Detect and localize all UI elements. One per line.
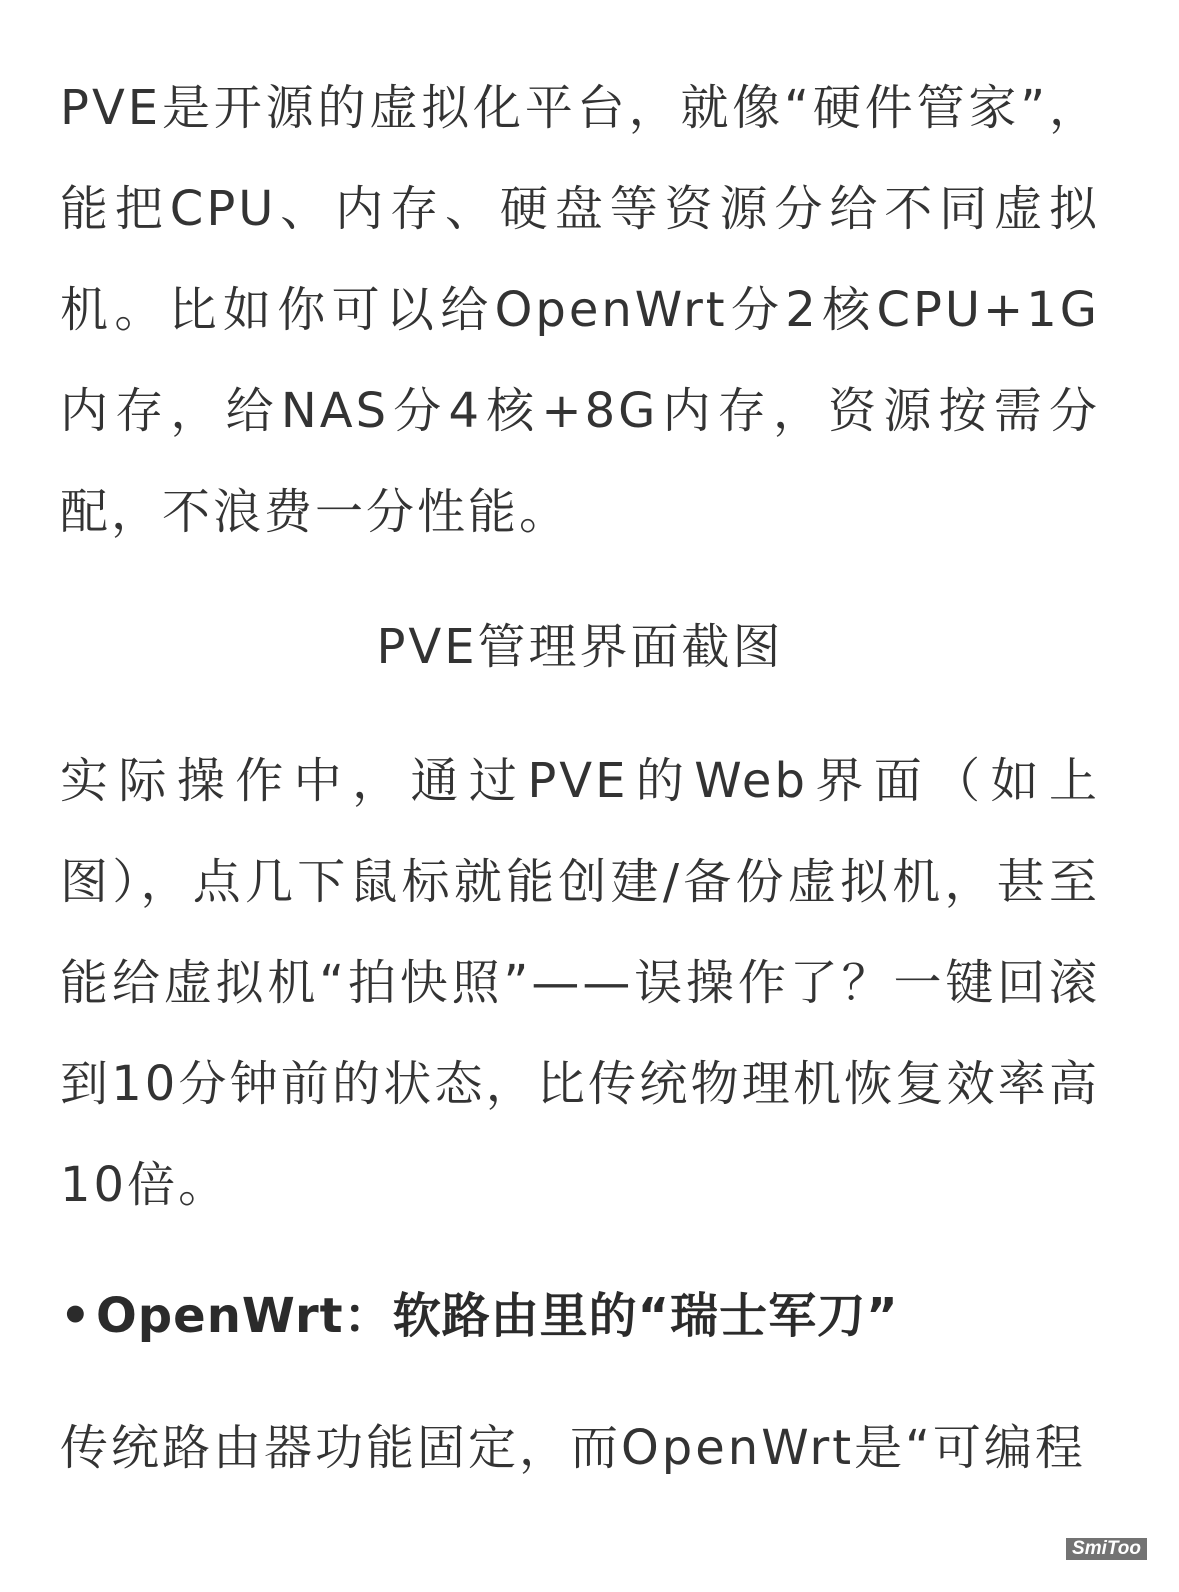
paragraph-pve-usage: 实际操作中，通过PVE的Web界面（如上图），点几下鼠标就能创建/备份虚拟机，甚至能给虚拟机“拍快照”——误操作了？一键回滚到10分钟前的状态，比传统物理机恢复效率高10倍。 — [60, 753, 1100, 1213]
section-heading-openwrt — [60, 1266, 1100, 1367]
paragraph-openwrt-intro: 传统路由器功能固定，而OpenWrt是“可编程 — [60, 1420, 1086, 1476]
bullet-icon: • — [60, 1288, 92, 1344]
paragraph-pve-intro: PVE是开源的虚拟化平台，就像“硬件管家”，能把CPU、内存、硬盘等资源分给不同虚拟机。比如你可以给OpenWrt分2核CPU+1G内存，给NAS分4核+8G内存，资源按需分配，不浪费一分性能。 — [60, 80, 1100, 540]
article-body — [60, 58, 1100, 1499]
section-heading-text: OpenWrt：软路由里的“瑞士军刀” — [96, 1288, 899, 1344]
watermark-logo: SmiToo — [1066, 1538, 1147, 1560]
image-caption: PVE管理界面截图 — [376, 619, 784, 675]
